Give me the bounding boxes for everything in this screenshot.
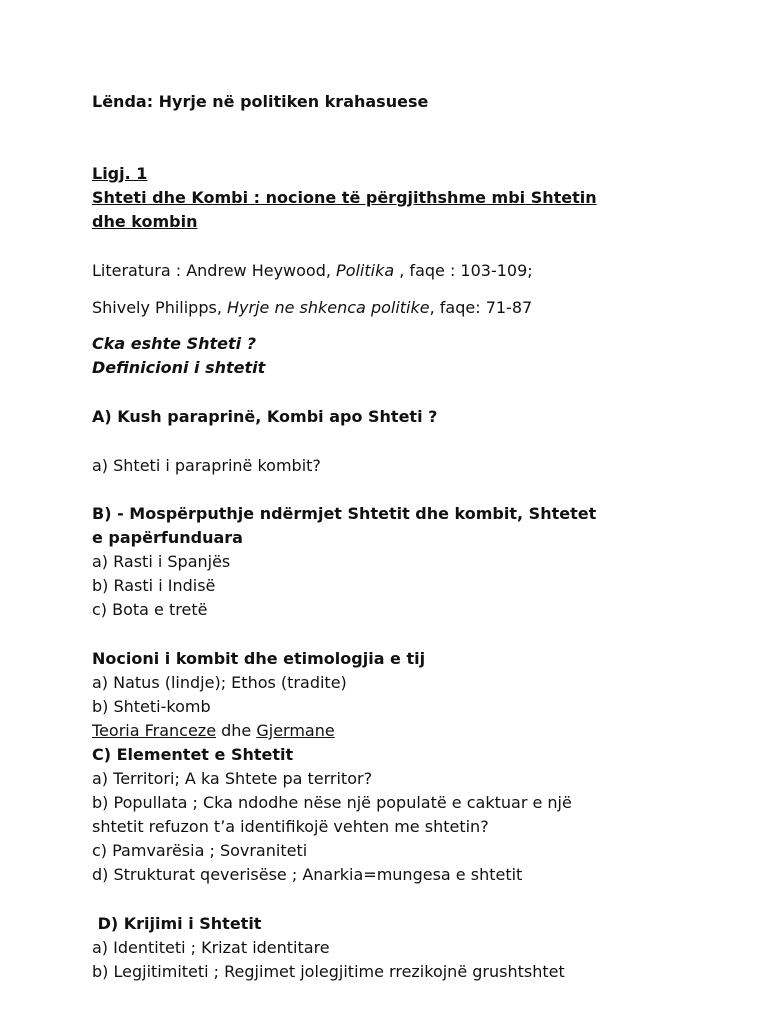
french-theory-label: Teoria Franceze [92,721,217,740]
list-item: a) Territori; A ka Shtete pa territor? [92,769,373,788]
list-item: a) Rasti i Spanjës [92,552,231,571]
section-b-heading-line2: e papërfunduara [92,528,243,547]
literature-prefix: Shively Philipps, [92,298,227,317]
lecture-number: Ligj. 1 [92,164,148,183]
list-item: b) Popullata ; Cka ndodhe nëse një populatë e caktuar e një [92,793,572,812]
german-theory-label: Gjermane [256,721,335,740]
list-item: shtetit refuzon t’a identifikojë vehten me shtetin? [92,817,489,836]
literature-book-title: Hyrje ne shkenca politike [227,298,430,317]
literature-pages: , faqe: 71-87 [429,298,533,317]
list-item: c) Pamvarësia ; Sovraniteti [92,841,308,860]
section-b-heading-line1: B) - Mospërputhje ndërmjet Shtetit dhe kombit, Shtetet [92,504,597,523]
literature-book-title: Politika [336,261,395,280]
nation-heading: Nocioni i kombit dhe etimologjia e tij [92,649,426,668]
intro-question: Cka eshte Shteti ? [92,334,256,353]
list-item: a) Identiteti ; Krizat identitare [92,938,330,957]
section-a-heading: A) Kush paraprinë, Kombi apo Shteti ? [92,407,438,426]
lecture-title-line1: Shteti dhe Kombi : nocione të përgjithshme mbi Shtetin [92,188,597,207]
list-item: b) Rasti i Indisë [92,576,216,595]
literature-pages: , faqe : 103-109; [394,261,533,280]
list-item: b) Legjitimiteti ; Regjimet jolegjitime rrezikojnë grushtshtet [92,962,565,981]
lecture-title-line2: dhe kombin [92,212,198,231]
course-title: Lënda: Hyrje në politiken krahasuese [92,92,429,111]
list-item: c) Bota e tretë [92,600,208,619]
section-c-heading: C) Elementet e Shtetit [92,745,294,764]
list-item: a) Natus (lindje); Ethos (tradite) [92,673,347,692]
theory-conjunction: dhe [216,721,257,740]
theory-line [92,719,335,743]
list-item: b) Shteti-komb [92,697,211,716]
literature-prefix: Literatura : Andrew Heywood, [92,261,337,280]
list-item: d) Strukturat qeverisëse ; Anarkia=mungesa e shtetit [92,865,523,884]
literature-line-2 [92,296,532,320]
literature-line-1 [92,259,533,283]
intro-definition: Definicioni i shtetit [92,358,266,377]
section-d-heading: D) Krijimi i Shtetit [92,914,262,933]
list-item: a) Shteti i paraprinë kombit? [92,456,321,475]
